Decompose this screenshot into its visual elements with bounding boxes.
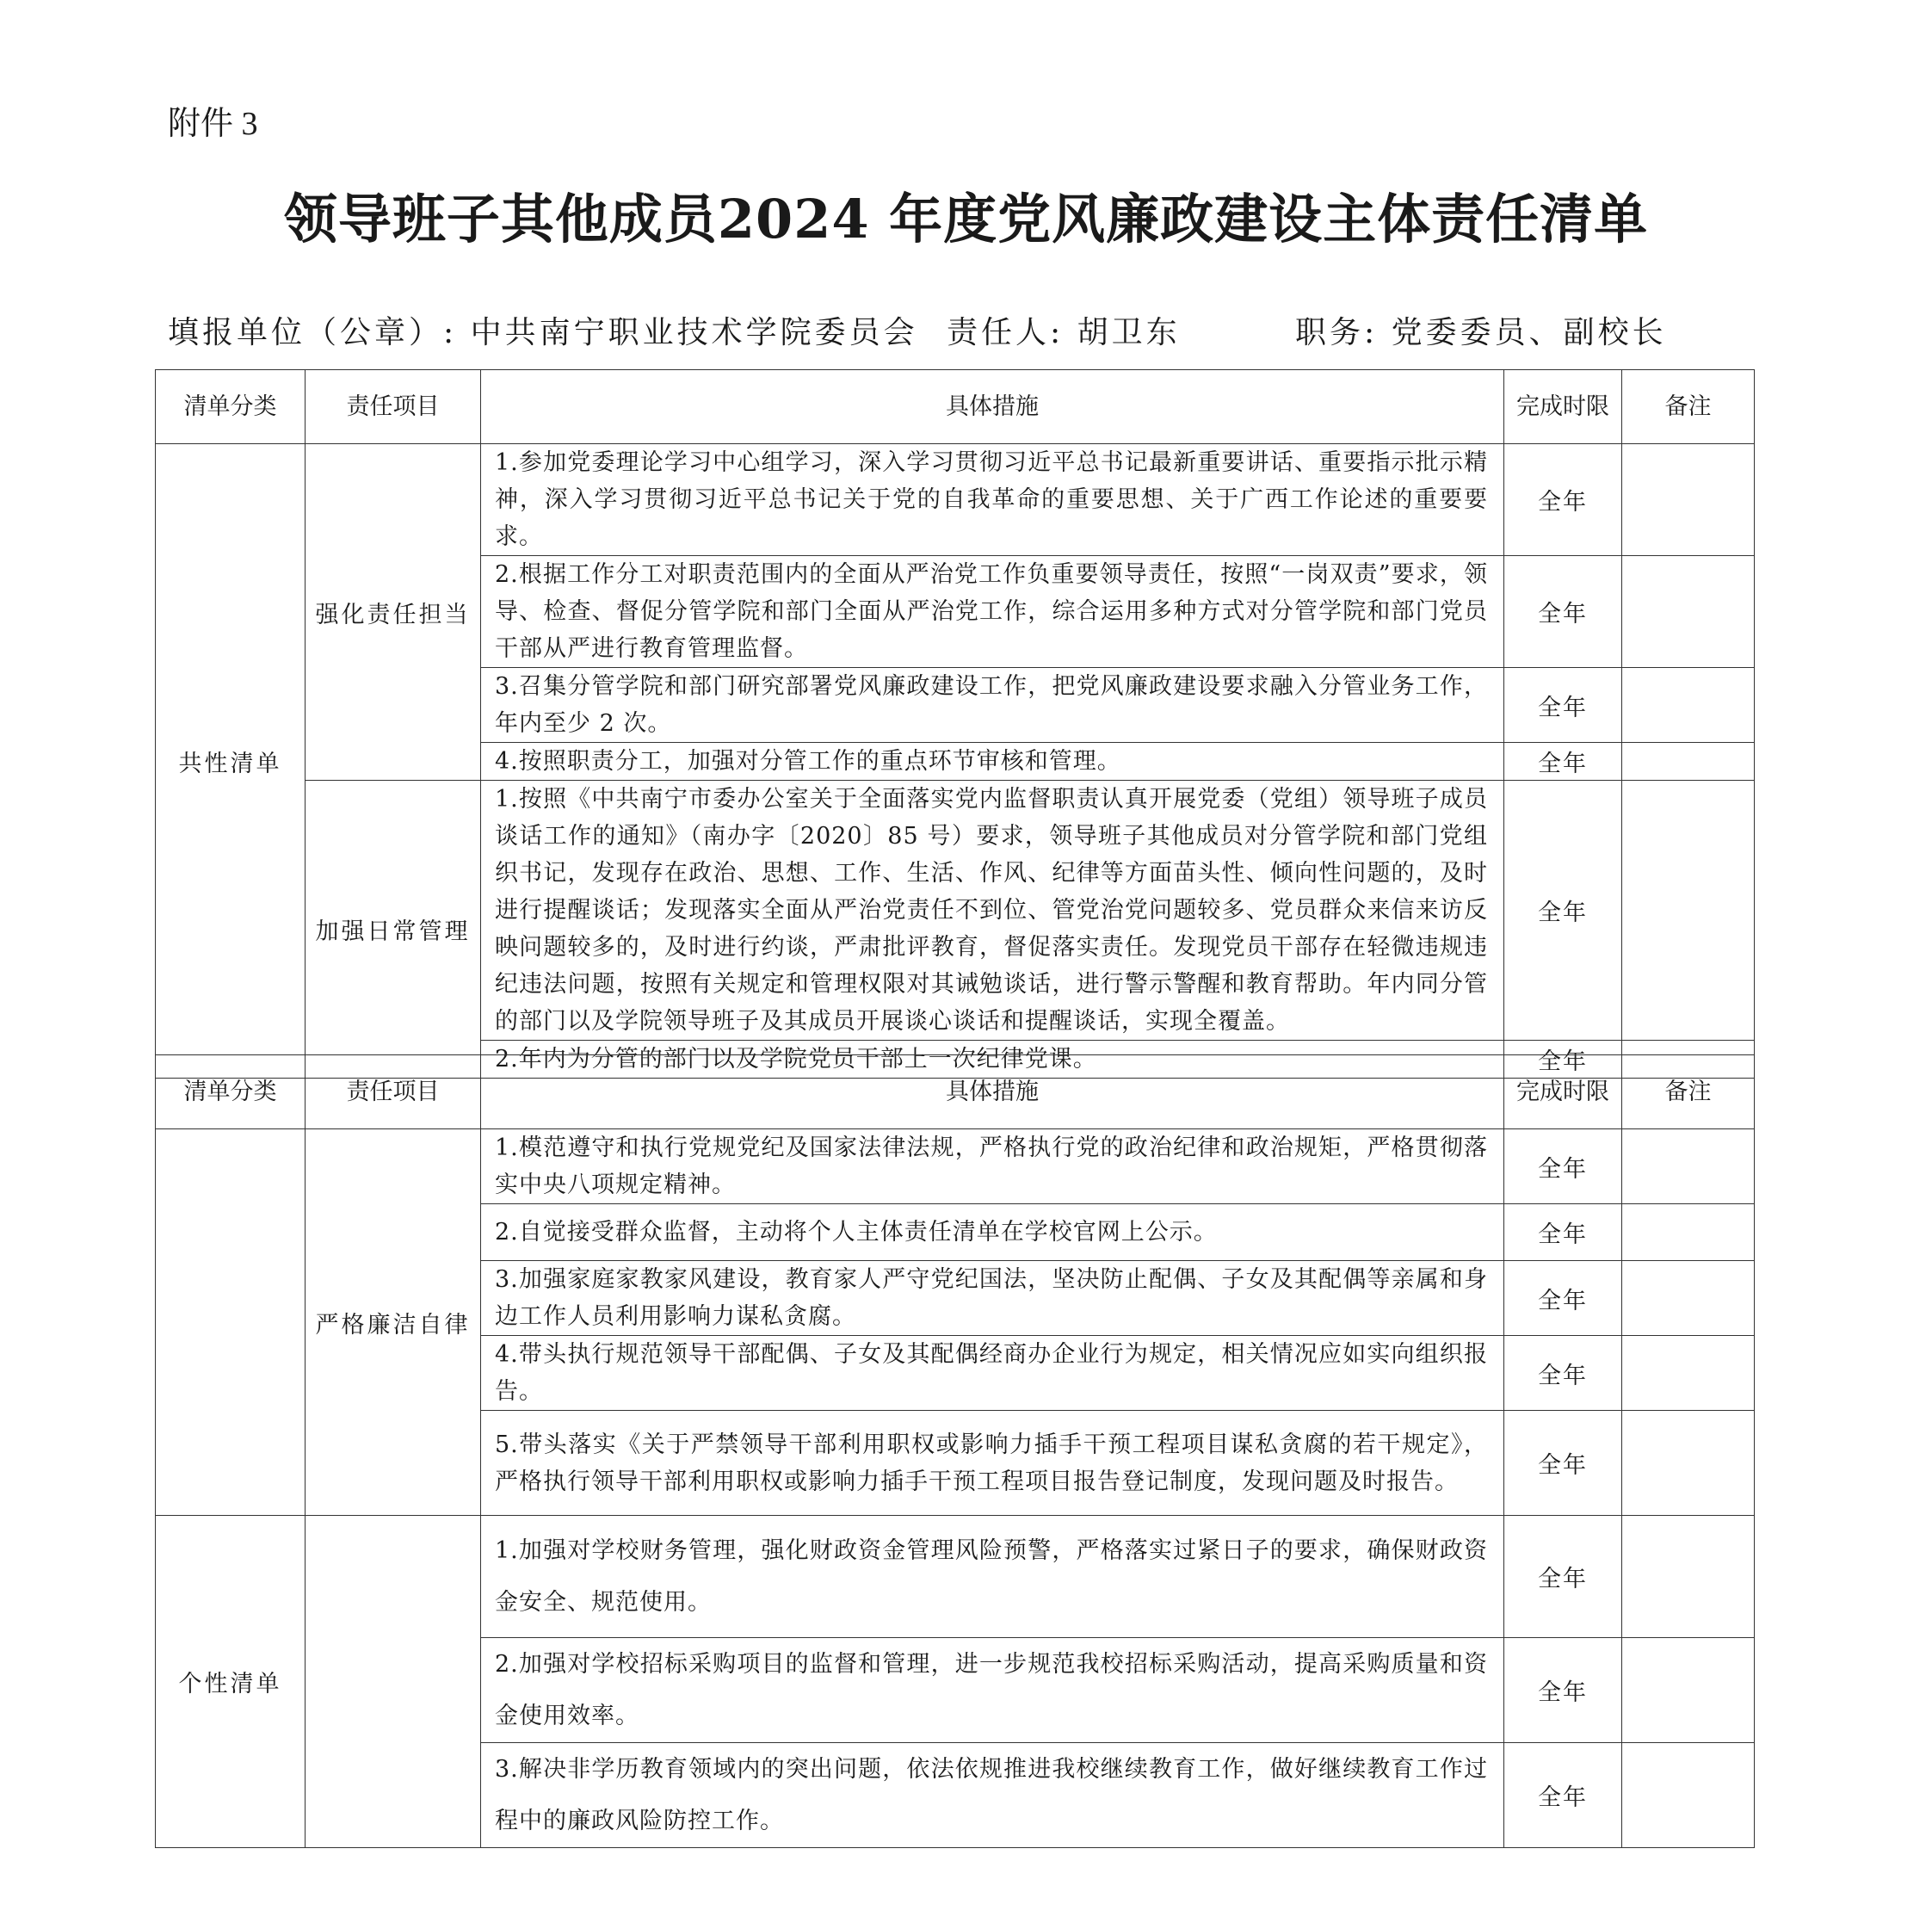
reporting-unit: 填报单位（公章）: 中共南宁职业技术学院委员会 [168,315,918,350]
deadline-cell: 全年 [1504,1041,1622,1079]
deadline-cell: 全年 [1504,1638,1622,1743]
note-cell [1622,1204,1755,1261]
header-deadline: 完成时限 [1504,1055,1622,1129]
note-cell [1622,1638,1755,1743]
deadline-cell: 全年 [1504,1411,1622,1516]
item-cell: 强化责任担当 [306,444,481,781]
deadline-cell: 全年 [1504,1336,1622,1411]
category-cell: 共性清单 [156,444,306,1079]
deadline-cell: 全年 [1504,1204,1622,1261]
responsibility-table-common [155,369,1755,1079]
table-row [156,444,1755,556]
table-row [156,781,1755,1041]
measure-cell: 2.根据工作分工对职责范围内的全面从严治党工作负重要领导责任，按照“一岗双责”要求，领导、检查、督促分管学院和部门全面从严治党工作，综合运用多种方式对分管学院和部门党员干部从严进行教育管理监督。 [481,556,1504,668]
deadline-cell: 全年 [1504,556,1622,668]
table-header-row [156,370,1755,444]
measure-cell: 4.按照职责分工，加强对分管工作的重点环节审核和管理。 [481,743,1504,781]
form-meta [168,308,1667,352]
measure-cell: 3.加强家庭家教家风建设，教育家人严守党纪国法，坚决防止配偶、子女及其配偶等亲属和身边工作人员利用影响力谋私贪腐。 [481,1261,1504,1336]
header-item: 责任项目 [306,370,481,444]
note-cell [1622,1743,1755,1848]
header-category: 清单分类 [156,370,306,444]
header-measures: 具体措施 [481,370,1504,444]
note-cell [1622,556,1755,668]
table-row [156,1129,1755,1204]
header-deadline: 完成时限 [1504,370,1622,444]
measure-cell: 4.带头执行规范领导干部配偶、子女及其配偶经商办企业行为规定，相关情况应如实向组织报告。 [481,1336,1504,1411]
deadline-cell: 全年 [1504,1516,1622,1638]
deadline-cell: 全年 [1504,668,1622,743]
responsibility-table-individual [155,1054,1755,1848]
note-cell [1622,1516,1755,1638]
header-category: 清单分类 [156,1055,306,1129]
page-title: 领导班子其他成员2024 年度党风廉政建设主体责任清单 [283,188,1649,250]
header-item: 责任项目 [306,1055,481,1129]
note-cell [1622,444,1755,556]
measure-cell: 1.加强对学校财务管理，强化财政资金管理风险预警，严格落实过紧日子的要求，确保财政资金安全、规范使用。 [481,1516,1504,1638]
measure-cell: 5.带头落实《关于严禁领导干部利用职权或影响力插手干预工程项目谋私贪腐的若干规定》，严格执行领导干部利用职权或影响力插手干预工程项目报告登记制度，发现问题及时报告。 [481,1411,1504,1516]
deadline-cell: 全年 [1504,743,1622,781]
measure-cell: 2.自觉接受群众监督，主动将个人主体责任清单在学校官网上公示。 [481,1204,1504,1261]
category-cell: 个性清单 [156,1516,306,1848]
item-cell: 严格廉洁自律 [306,1129,481,1516]
measure-cell: 3.解决非学历教育领域内的突出问题，依法依规推进我校继续教育工作，做好继续教育工作过程中的廉政风险防控工作。 [481,1743,1504,1848]
note-cell [1622,1411,1755,1516]
deadline-cell: 全年 [1504,1743,1622,1848]
note-cell [1622,1129,1755,1204]
measure-cell: 3.召集分管学院和部门研究部署党风廉政建设工作，把党风廉政建设要求融入分管业务工作，年内至少 2 次。 [481,668,1504,743]
header-notes: 备注 [1622,1055,1755,1129]
table-row [156,1516,1755,1638]
measure-cell: 2.年内为分管的部门以及学院党员干部上一次纪律党课。 [481,1041,1504,1079]
deadline-cell: 全年 [1504,1129,1622,1204]
note-cell [1622,743,1755,781]
item-cell [306,1516,481,1848]
deadline-cell: 全年 [1504,781,1622,1041]
table-header-row [156,1055,1755,1129]
category-cell [156,1129,306,1516]
deadline-cell: 全年 [1504,1261,1622,1336]
responsible-person: 责任人: 胡卫东 [947,315,1181,350]
note-cell [1622,1261,1755,1336]
note-cell [1622,781,1755,1041]
item-cell: 加强日常管理 [306,781,481,1079]
attachment-label: 附件 3 [168,106,258,142]
measure-cell: 1.模范遵守和执行党规党纪及国家法律法规，严格执行党的政治纪律和政治规矩，严格贯彻落实中央八项规定精神。 [481,1129,1504,1204]
note-cell [1622,1336,1755,1411]
note-cell [1622,668,1755,743]
measure-cell: 1.按照《中共南宁市委办公室关于全面落实党内监督职责认真开展党委（党组）领导班子成员谈话工作的通知》（南办字〔2020〕85 号）要求，领导班子其他成员对分管学院和部门党组织书记，发现存在政治、思想、工作、生活、作风、纪律等方面苗头性、倾向性问题的，及时进行提醒谈话；发现落实全面从严治党责任不到位、管党治党问题较多、党员群众来信来访反映问题较多的，及时进行约谈，严肃批评教育，督促落实责任。发现党员干部存在轻微违规违纪违法问题，按照有关规定和管理权限对其诫勉谈话，进行警示警醒和教育帮助。年内同分管的部门以及学院领导班子及其成员开展谈心谈话和提醒谈话，实现全覆盖。 [481,781,1504,1041]
measure-cell: 1.参加党委理论学习中心组学习，深入学习贯彻习近平总书记最新重要讲话、重要指示批示精神，深入学习贯彻习近平总书记关于党的自我革命的重要思想、关于广西工作论述的重要要求。 [481,444,1504,556]
measure-cell: 2.加强对学校招标采购项目的监督和管理，进一步规范我校招标采购活动，提高采购质量和资金使用效率。 [481,1638,1504,1743]
header-notes: 备注 [1622,370,1755,444]
position: 职务: 党委委员、副校长 [1295,315,1667,350]
deadline-cell: 全年 [1504,444,1622,556]
header-measures: 具体措施 [481,1055,1504,1129]
